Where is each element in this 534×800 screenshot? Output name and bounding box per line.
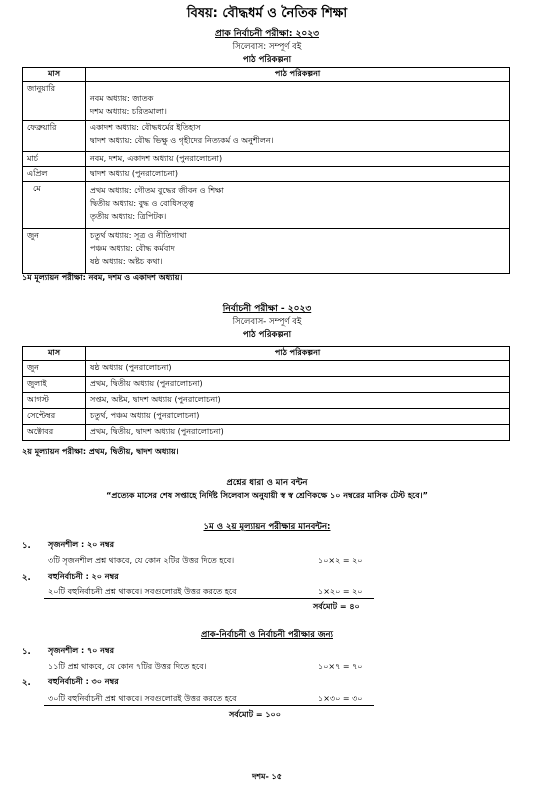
lesson-plan-table-2 [22,346,510,441]
plan-cell: ষষ্ঠ অধ্যায় (পুনরালোচনা) [90,363,172,372]
item-calculation: ১০×২ = ২০ [318,556,363,565]
month-cell: ফেব্রুয়ারি [27,123,57,132]
underline-divider [44,598,374,599]
plan-line: ষষ্ঠ অধ্যায়: অষ্টচ কথা। [90,257,163,266]
page-footer: দশম- ১৫ [252,772,282,781]
plan-line: নবম, দশম, একাদশ অধ্যায় (পুনরালোচনা) [90,154,223,163]
lesson-plan-heading-2: পাঠ পরিকল্পনা [242,330,292,340]
plan-line: তৃতীয় অধ্যায়: ত্রিপিটক। [90,212,167,221]
table-row [23,82,510,121]
plan-line: চতুর্থ অধ্যায়: সূত্র ও নীতিগাথা [90,231,187,240]
month-cell: জুন [27,231,39,240]
table-row [23,152,510,167]
syllabus-2: সিলেবাস- সম্পূর্ণ বই [232,317,302,327]
plan-line: দ্বাদশ অধ্যায় (পুনরালোচনা) [90,169,178,178]
item-description: ১১টি প্রশ্ন থাকবে, যে কোন ৭টির উত্তর দিতে হবে। [48,662,207,671]
col-plan-header: পাঠ পরিকল্পনা [86,68,510,82]
table-row [23,393,510,409]
item-number: ১. [22,541,31,551]
plan-line: একাদশ অধ্যায়: বৌদ্ধধর্মের ইতিহাস [90,123,201,132]
col-month-header: মাস [23,347,86,361]
table-row [23,409,510,425]
table-row [23,167,510,182]
plan-cell: প্রথম, দ্বিতীয়, দ্বাদশ অধ্যায় (পুনরালোচনা) [90,427,224,436]
month-cell: জানুয়ারি [27,84,55,93]
month-cell: জুন [27,363,39,372]
evaluation-note-1: ১ম মূল্যায়ন পরীক্ষা: নবম, দশম ও একাদশ অধ্যায়। [22,273,183,282]
item-calculation: ১০×৭ = ৭০ [318,662,363,671]
distribution-quote: “প্রত্যেক মাসের শেষ সপ্তাহে নির্দিষ্ট সিলেবাস অনুযায়ী স্ব স্ব শ্রেণিকক্ষে ১০ নম্বরের মাসিক টেস্ট হবে।” [106,491,428,500]
item-calculation: ১×৩০ = ৩০ [318,694,363,703]
total-marks-1: সর্বমোট = ৪০ [313,602,360,611]
plan-cell: প্রথম, দ্বিতীয় অধ্যায় (পুনরালোচনা) [90,379,203,388]
item-number: ১. [22,647,31,657]
plan-line: দ্বিতীয় অধ্যায়: বুদ্ধ ও বোধিসত্ত্ব [90,199,194,208]
syllabus-1: সিলেবাস: সম্পূর্ণ বই [232,42,302,52]
item-number: ২. [22,573,31,583]
table-row [23,425,510,441]
item-label: বহুনির্বাচনী : ৩০ নম্বর [48,677,119,686]
lesson-plan-heading-1: পাঠ পরিকল্পনা [242,55,292,65]
col-month-header: মাস [23,68,86,82]
distribution-title: প্রশ্নের ধারা ও মান বন্টন [226,478,308,488]
item-description: ৩টি সৃজনশীল প্রশ্ন থাকবে, যে কোন ২টির উত্তর দিতে হবে। [48,556,235,565]
item-number: ২. [22,678,31,688]
total-marks-2: সর্বমোট = ১০০ [229,710,281,719]
exam-title-2: নির্বাচনী পরীক্ষা - ২০২৩ [222,304,312,314]
plan-line: নবম অধ্যায়: জাতক [90,94,154,103]
month-cell: আগস্ট [27,395,49,404]
table-row [23,229,510,274]
plan-cell: সপ্তম, অষ্টম, দ্বাদশ অধ্যায় (পুনরালোচনা) [90,395,221,404]
month-cell: মে [33,184,41,193]
plan-line: দশম অধ্যায়: চরিতমালা। [90,107,167,116]
plan-cell: চতুর্থ, পঞ্চম অধ্যায় (পুনরালোচনা) [90,411,200,420]
item-description: ৩০টি বহুনির্বাচনী প্রশ্ন থাকবে। সবগুলোরই উত্তর করতে হবে [48,694,237,703]
table-row [23,361,510,377]
subject-title: বিষয়: বৌদ্ধধর্ম ও নৈতিক শিক্ষা [186,6,348,21]
exam-title-1: প্রাক নির্বাচনী পরীক্ষা: ২০২৩ [215,29,319,39]
item-calculation: ১×২০ = ২০ [318,587,363,596]
month-cell: জুলাই [27,379,47,388]
month-cell: সেপ্টেম্বর [27,411,56,420]
item-label: বহুনির্বাচনী : ২০ নম্বর [48,572,119,581]
month-cell: এপ্রিল [27,169,48,178]
table-row [23,182,510,229]
lesson-plan-table-1 [22,67,510,274]
item-description: ২০টি বহুনির্বাচনী প্রশ্ন থাকবে। সবগুলোরই উত্তর করতে হবে [48,587,237,596]
month-cell: মার্চ [27,154,39,163]
col-plan-header: পাঠ পরিকল্পনা [86,347,510,361]
table-row [23,121,510,152]
plan-line: দ্বাদশ অধ্যায়: বৌদ্ধ ভিক্ষু ও গৃহীদের নিত্যকর্ম ও অনুশীলন। [90,136,274,145]
underline-divider [44,705,374,706]
plan-line: পঞ্চম অধ্যায়: বৌদ্ধ কর্মবাদ [90,244,175,253]
plan-line: প্রথম অধ্যায়: গৌতম বুদ্ধের জীবন ও শিক্ষা [90,186,224,195]
item-label: সৃজনশীল : ২০ নম্বর [48,540,115,549]
evaluation-note-2: ২য় মূল্যায়ন পরীক্ষা: প্রথম, দ্বিতীয়, দ্বাদশ অধ্যায়। [22,447,179,456]
item-label: সৃজনশীল : ৭০ নম্বর [48,646,115,655]
table-row [23,377,510,393]
marks-heading-2: প্রাক-নির্বাচনী ও নির্বাচনী পরীক্ষার জন্য [200,630,333,640]
marks-heading-1: ১ম ও ২য় মূল্যায়ন পরীক্ষার মানবন্টন: [203,522,331,532]
month-cell: অক্টোবর [27,427,54,436]
